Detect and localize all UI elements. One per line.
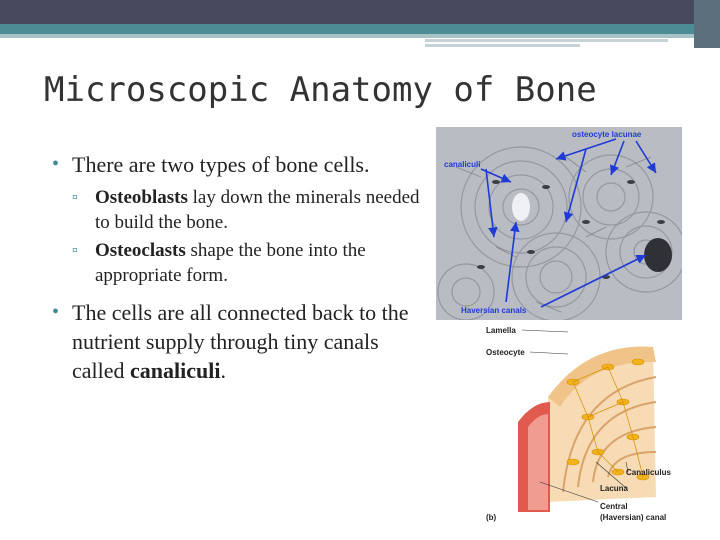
label-haversian-canals: Haversian canals [461,306,527,315]
label-canaliculi: canaliculi [444,160,481,169]
sub-bullet-osteoclasts [72,238,420,288]
bullet-text: The cells are all connected back to the nutrient supply through tiny canals called [72,300,409,383]
sub-bullet-osteoblasts [72,185,420,235]
accent-line-1 [425,39,668,42]
bone-micrograph [436,127,682,320]
bullet-item-bone-cells [52,150,420,288]
haversian-canal-2 [644,238,672,272]
label-osteocyte-lacunae: osteocyte lacunae [572,130,642,139]
slide-title: Microscopic Anatomy of Bone [44,70,597,110]
bullet-text-end: . [220,358,226,383]
teal-stripe [0,24,694,34]
label-lacuna: Lacuna [600,484,629,493]
haversian-canal-1 [512,193,530,221]
slide-body [52,150,420,391]
bullet-list [52,150,420,385]
sub-bullet-text: shape the bone into the appropriate form. [95,240,366,286]
sub-bullet-list [72,185,420,288]
label-lamella: Lamella [486,326,516,335]
osteon-diagram [478,322,684,528]
term-osteoclasts: Osteoclasts [95,240,186,261]
accent-line-2 [425,44,580,47]
panel-label: (b) [486,513,497,522]
label-central: Central [600,502,628,511]
term-canaliculi: canaliculi [130,358,221,383]
top-bar [0,0,720,24]
term-osteoblasts: Osteoblasts [95,187,188,208]
label-haversian-canal: (Haversian) canal [600,513,667,522]
bullet-item-canaliculi [52,298,420,385]
bullet-text: There are two types of bone cells. [72,152,370,177]
label-osteocyte: Osteocyte [486,348,525,357]
light-stripe [0,34,694,38]
top-bar-right-block [694,0,720,48]
sub-bullet-text: lay down the minerals needed to build the bone. [95,187,420,233]
label-canaliculus: Canaliculus [626,468,671,477]
